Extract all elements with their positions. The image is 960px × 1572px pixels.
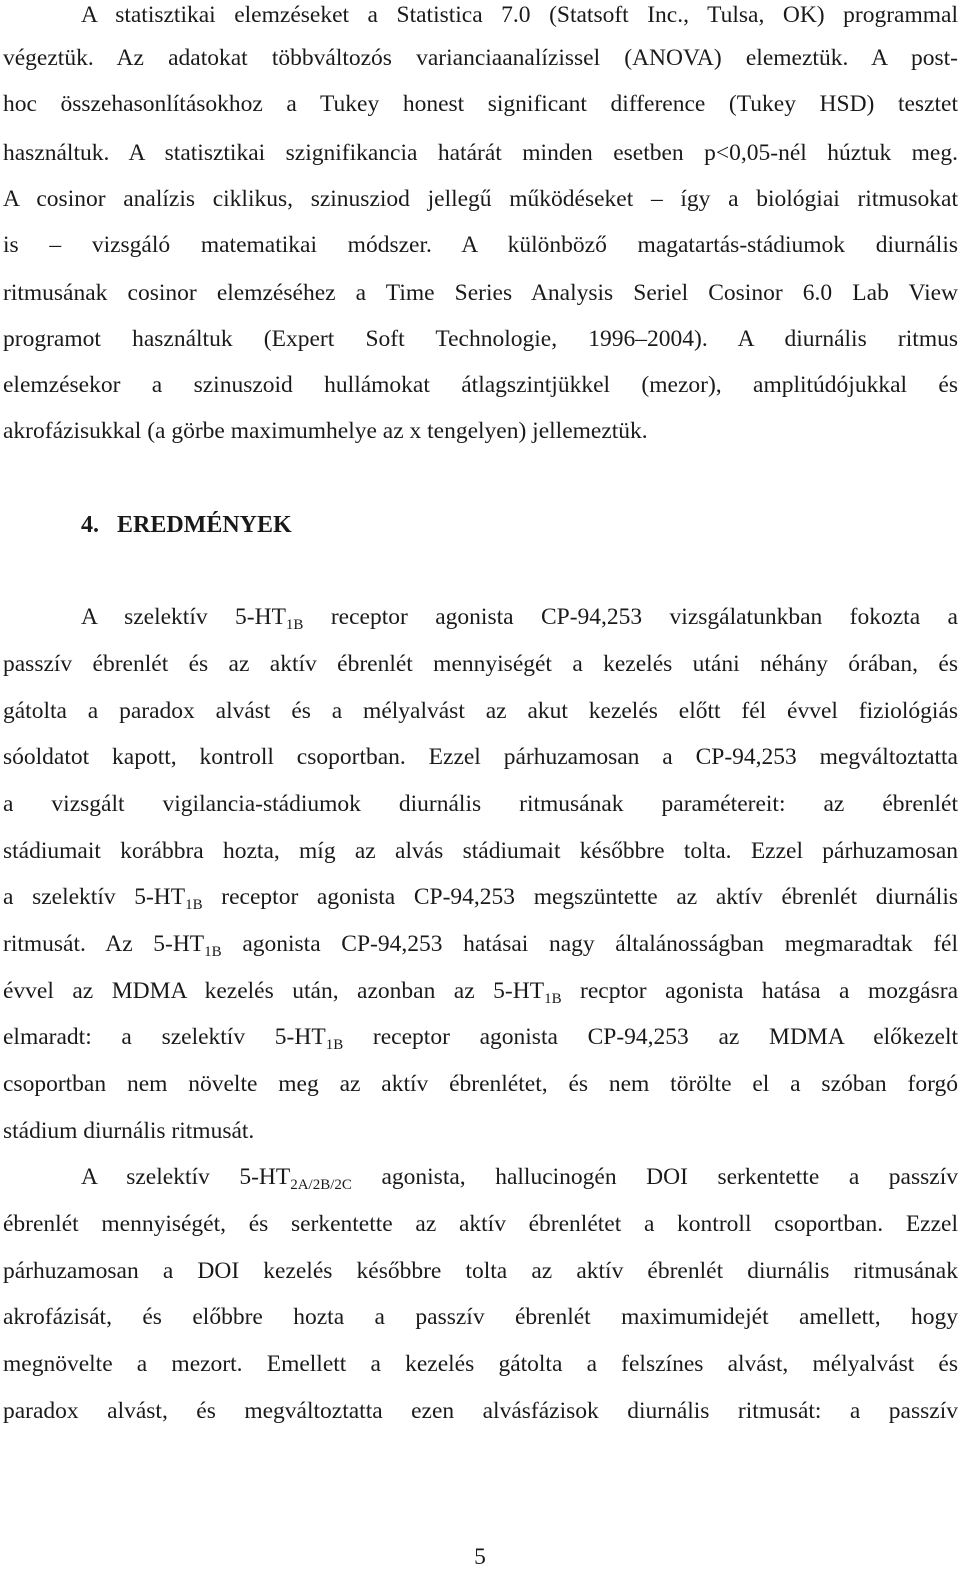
text-line: hoc összehasonlításokhoz a Tukey honest significant difference (Tukey HSD) tesztet xyxy=(3,91,958,117)
text-line: párhuzamosan a DOI kezelés későbbre tolta az aktív ébrenlét diurnális ritmusának xyxy=(3,1258,958,1284)
text-line: stádium diurnális ritmusát. xyxy=(3,1118,255,1144)
text-line: végeztük. Az adatokat többváltozós varianciaanalízissel (ANOVA) elemeztük. A post- xyxy=(3,45,958,71)
text-line: A statisztikai elemzéseket a Statistica 7.0 (Statsoft Inc., Tulsa, OK) programmal xyxy=(81,2,958,28)
text-line: a vizsgált vigilancia-stádiumok diurnális ritmusának paramétereit: az ébrenlét xyxy=(3,791,958,817)
text-line: paradox alvást, és megváltoztatta ezen alvásfázisok diurnális ritmusát: a passzív xyxy=(3,1398,958,1424)
text-line: A cosinor analízis ciklikus, szinusziod jellegű működéseket – így a biológiai ritmusokat xyxy=(3,186,958,212)
text-line: gátolta a paradox alvást és a mélyalvást az akut kezelés előtt fél évvel fiziológiás xyxy=(3,698,958,724)
text-line: A szelektív $5-HT_{2A/2B/2C}$ agonista, hallucinogén DOI serkentette a passzív xyxy=(81,1164,958,1193)
text-line: akrofázisát, és előbbre hozta a passzív ébrenlét maximumidejét amellett, hogy xyxy=(3,1304,958,1330)
text-line: elemzésekor a szinuszoid hullámokat átlagszintjükkel (mezor), amplitúdójukkal és xyxy=(3,372,958,398)
text-line: ritmusának cosinor elemzéséhez a Time Series Analysis Seriel Cosinor 6.0 Lab View xyxy=(3,280,958,306)
text-line: is – vizsgáló matematikai módszer. A különböző magatartás-stádiumok diurnális xyxy=(3,232,958,258)
text-line: stádiumait korábbra hozta, míg az alvás stádiumait későbbre tolta. Ezzel párhuzamosan xyxy=(3,838,958,864)
text-line: A szelektív $5-HT_{1B}$ receptor agonista CP-94,253 vizsgálatunkban fokozta a xyxy=(81,604,958,633)
text-line: programot használtuk (Expert Soft Technologie, 1996–2004). A diurnális ritmus xyxy=(3,326,958,352)
section-heading: 4. EREDMÉNYEK xyxy=(81,512,292,538)
text-line: ébrenlét mennyiségét, és serkentette az aktív ébrenlétet a kontroll csoportban. Ezzel xyxy=(3,1211,958,1237)
text-line: sóoldatot kapott, kontroll csoportban. Ezzel párhuzamosan a CP-94,253 megváltoztatta xyxy=(3,744,958,770)
text-line: akrofázisukkal (a görbe maximumhelye az x tengelyen) jellemeztük. xyxy=(3,418,648,444)
text-line: elmaradt: a szelektív $5-HT_{1B}$ receptor agonista CP-94,253 az MDMA előkezelt xyxy=(3,1024,959,1053)
text-line: évvel az MDMA kezelés után, azonban az $5-HT_{1B}$ recptor agonista hatása a mozgásra xyxy=(3,978,958,1007)
text-line: megnövelte a mezort. Emellett a kezelés gátolta a felszínes alvást, mélyalvást és xyxy=(3,1351,958,1377)
text-line: passzív ébrenlét és az aktív ébrenlét mennyiségét a kezelés utáni néhány órában, és xyxy=(3,651,958,677)
text-line: csoportban nem növelte meg az aktív ébrenlétet, és nem törölte el a szóban forgó xyxy=(3,1071,958,1097)
text-line: ritmusát. Az $5-HT_{1B}$ agonista CP-94,253 hatásai nagy általánosságban megmaradtak fél xyxy=(3,931,958,960)
text-line: használtuk. A statisztikai szignifikancia határát minden esetben p<0,05-nél húztuk meg. xyxy=(3,140,958,166)
page-number: 5 xyxy=(474,1544,486,1570)
text-line: a szelektív $5-HT_{1B}$ receptor agonista CP-94,253 megszüntette az aktív ébrenlét diurnális xyxy=(3,884,958,913)
